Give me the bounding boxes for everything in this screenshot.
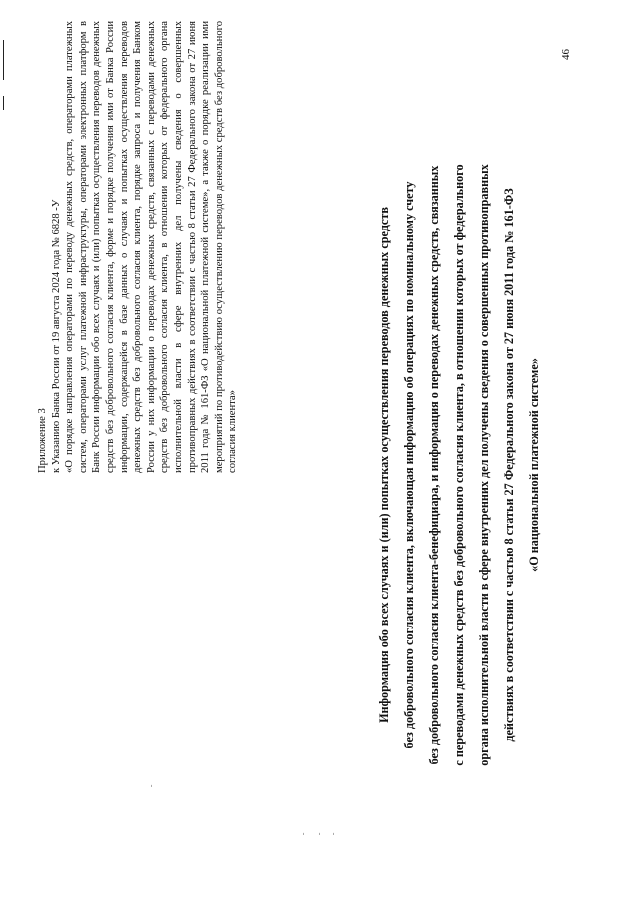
document-title: [372, 65, 547, 865]
title-line: с переводами денежных средств без добровольного согласия клиента, в отношении которых от федерального: [452, 164, 466, 766]
scan-mark: ˇ: [302, 832, 310, 835]
title-line: органа исполнительной власти в сфере внутренних дел получены сведения о совершенных противоправных: [477, 164, 491, 766]
title-line: «О национальной платежной системе»: [527, 358, 541, 572]
title-line: действиях в соответствии с частью 8 статьи 27 Федерального закона от 27 июня 2011 года № 161-ФЗ: [502, 188, 516, 742]
page-number: 46: [560, 49, 572, 60]
title-line: без добровольного согласия клиента, включающая информацию об операциях по номинальному счету: [402, 181, 416, 749]
scan-mark: ˇ: [332, 832, 340, 835]
scan-mark: ˇ: [150, 784, 158, 787]
appendix-header: [36, 21, 240, 473]
appendix-reference: к Указанию Банка России от 19 августа 2024 года № 6828 -У: [50, 199, 62, 473]
appendix-number: Приложение 3: [37, 408, 48, 473]
title-line: без добровольного согласия клиента-бенефициара, и информация о переводах денежных средств, связанных: [427, 165, 441, 765]
title-line: Информация обо всех случаях и (или) попытках осуществления переводов денежных средств: [377, 207, 391, 723]
appendix-decree-title: «О порядке направления операторами по переводу денежных средств, операторами платежных систем, операторами услуг платежной инфраструктуры, операторами электронных платформ в Банк России информации обо всех случаях и (или) попытках осуществления переводов денежных средств без добровольного согласия клиента, форме и порядке получения ими от Банка России информации, содержащейся в базе данных о случаях и попытках осуществления переводов денежных средств без добровольного согласия клиента, порядке запроса и получения Банком России у них информации о переводах денежных средств, связанных с переводами денежных средств без добровольного согласия клиента, в отношении которых от федерального органа исполнительной власти в сфере внутренних дел получены сведения о совершенных противоправных действиях в соответствии с частью 8 статьи 27 Федерального закона от 27 июня 2011 года № 161-ФЗ «О национальной платежной системе», а также о порядке реализации ими мероприятий по противодействию осуществлению переводов денежных средств без добровольного согласия клиента»: [64, 21, 239, 473]
scan-mark: ˇ: [318, 832, 326, 835]
